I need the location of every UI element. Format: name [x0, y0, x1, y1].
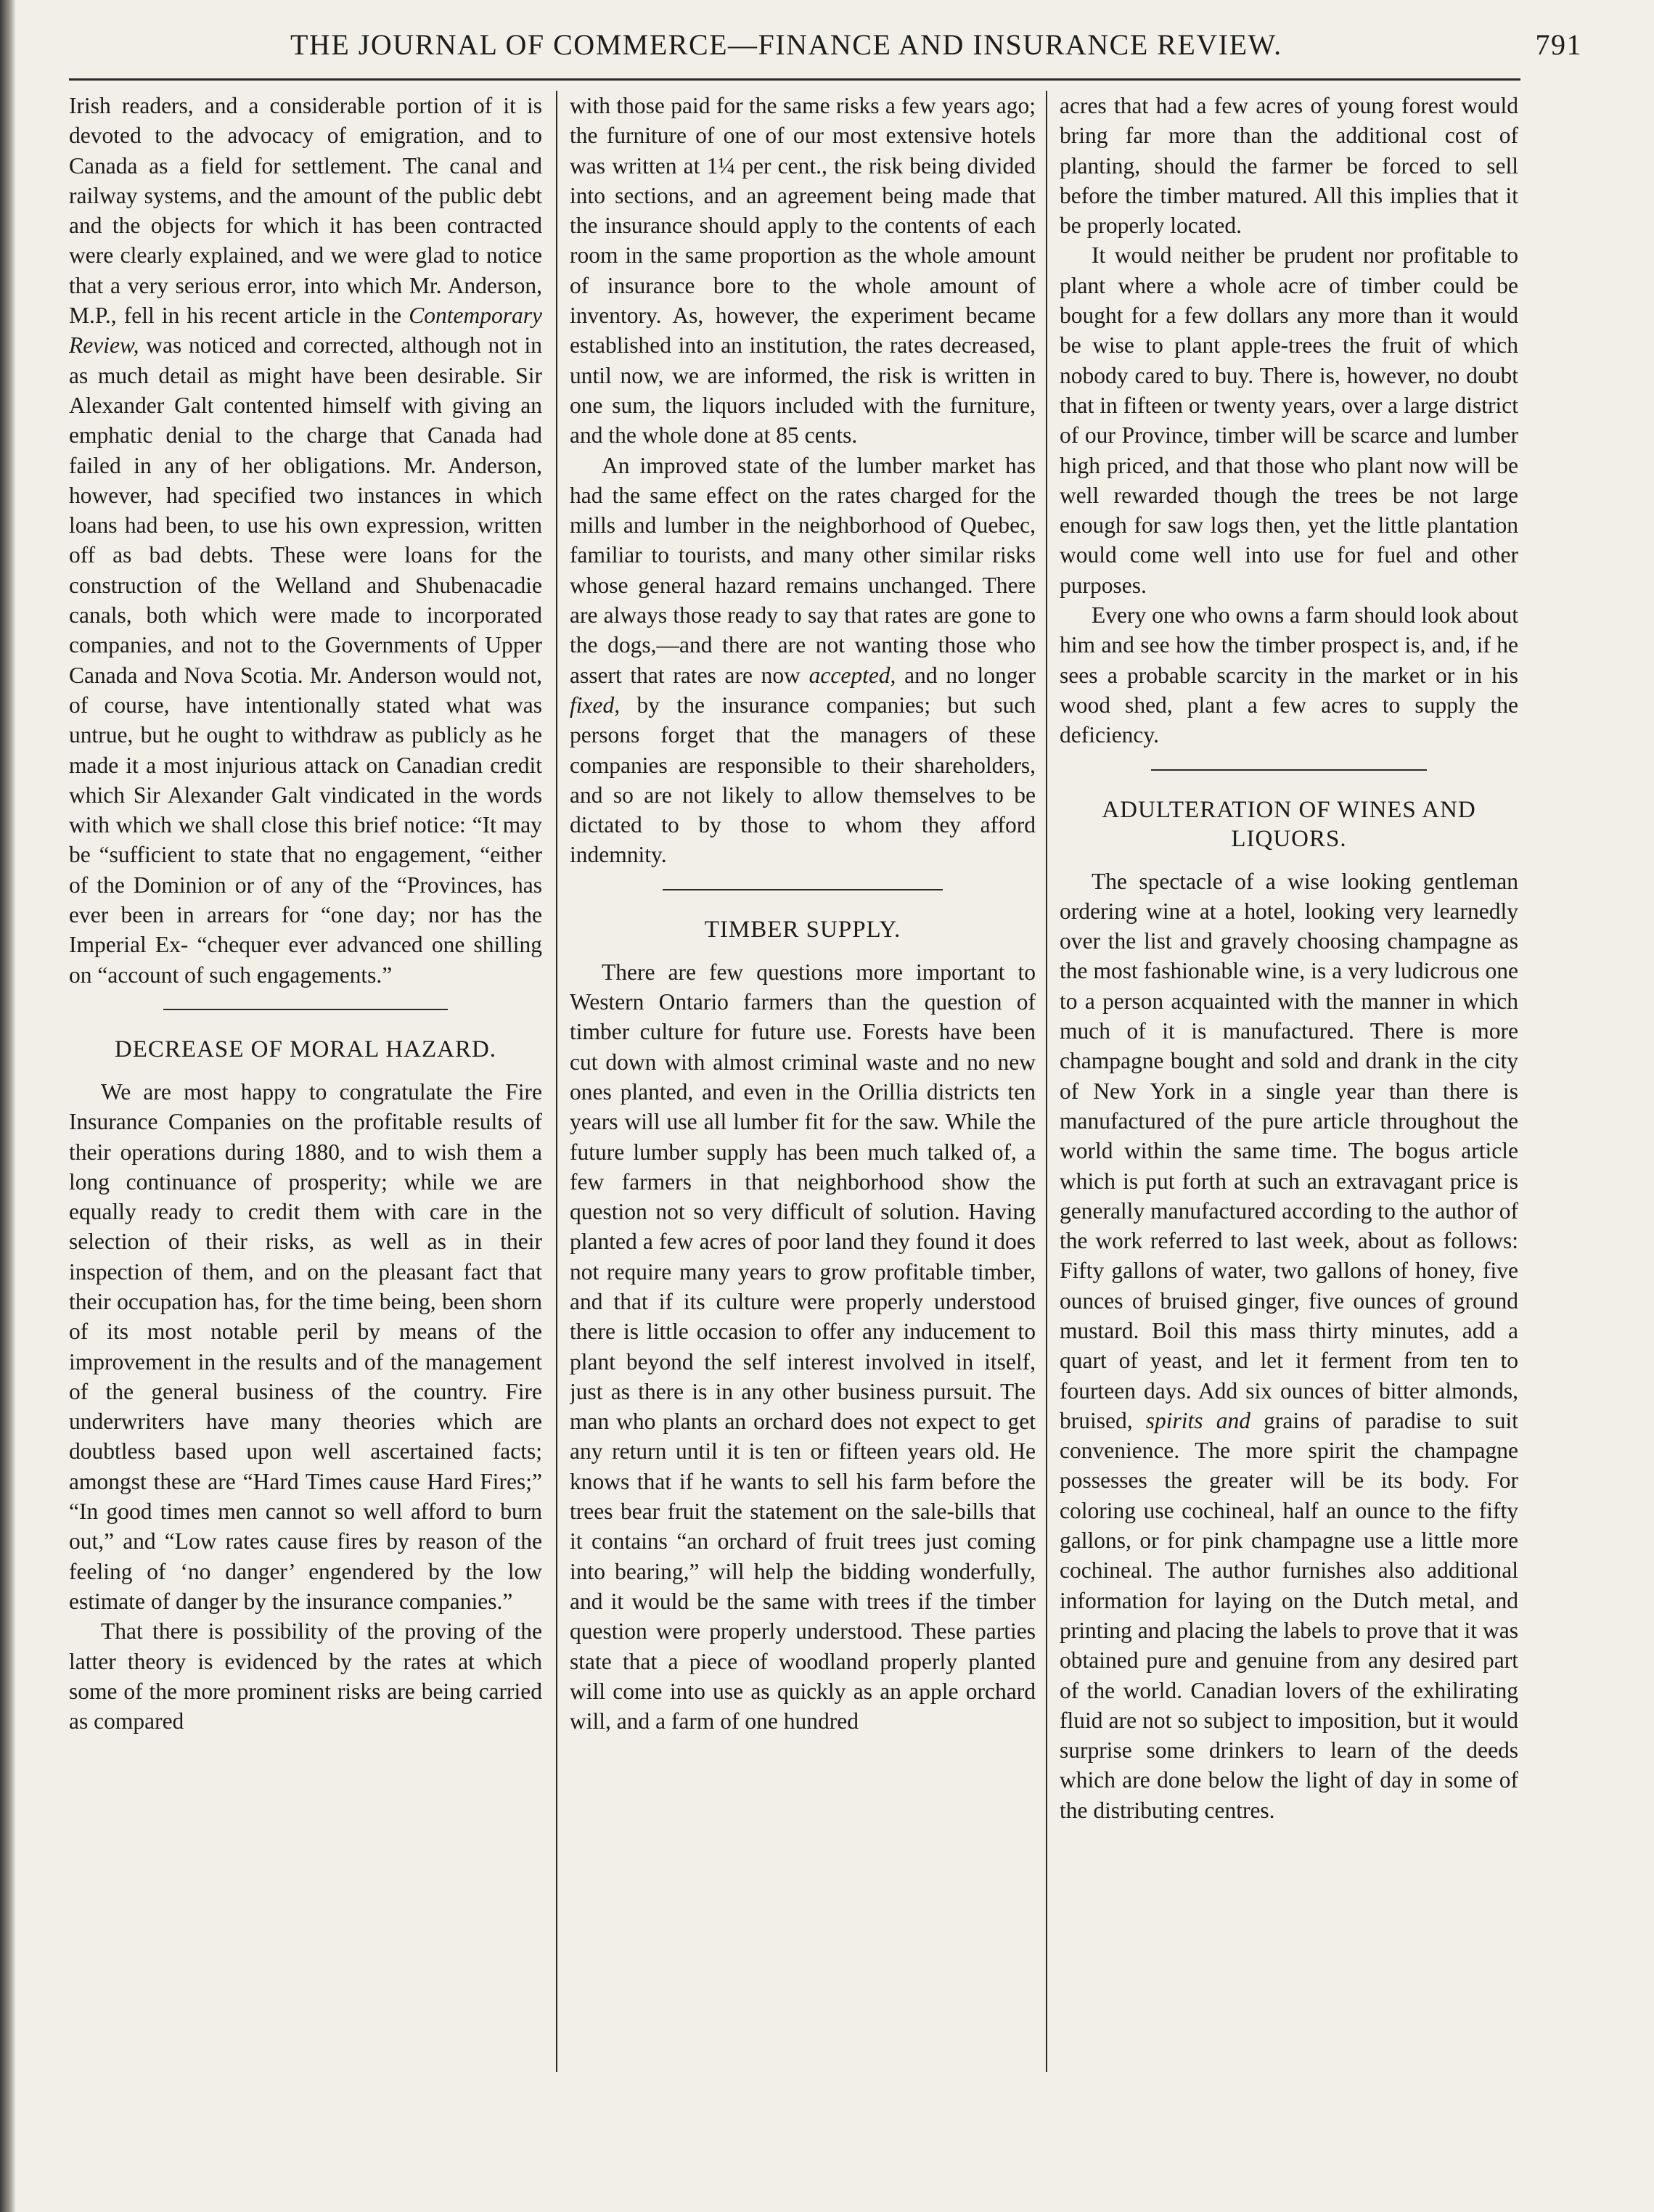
page-edge-shadow [0, 0, 16, 2212]
section-divider [163, 1009, 447, 1010]
section-heading: DECREASE OF MORAL HAZARD. [114, 1036, 497, 1062]
paragraph: acres that had a few acres of young forest would bring far more than the additional cost of planting, should the farmer be forced to sell before the timber matured. All this implies that it be properly located. [1060, 93, 1518, 239]
paragraph: There are few questions more important to Western Ontario farmers than the question of timber culture for future use. Forests have been cut down with almost criminal waste and no new ones planted, and even in the Orillia districts ten years will use all lumber fit for the saw. While the future lumber supply has been much talked of, a few farmers in that neighborhood show the question not so very difficult of solution. Having planted a few acres of poor land they found it does not require many years to grow profitable timber, and that if its culture were properly understood there is little occasion to offer any inducement to plant beyond the self interest involved in itself, just as there is in any other business pursuit. The man who plants an orchard does not expect to get any return until it is ten or fifteen years old. He knows that if he wants to sell his farm before the trees bear fruit the statement on the sale-bills that it contains “an orchard of fruit trees just coming into bearing,” will help the bidding wonderfully, and it would be the same with trees if the timber question were properly understood. These parties state that a piece of woodland properly planted will come into use as quickly as an apple orchard will, and a farm of one hundred [570, 959, 1036, 1734]
paragraph: We are most happy to congratulate the Fire Insurance Companies on the profitable results of their operations during 1880, and to wish them a long continuance of prosperity; while we are equally ready to credit them with care in the selection of their risks, as well as in their inspection of them, and on the pleasant fact that their occupation has, for the time being, been shorn of its most notable peril by means of the improvement in the results and of the management of the general business of the country. Fire underwriters have many theories which are doubtless based upon well ascertained facts; amongst these are “Hard Times cause Hard Fires;” “In good times men cannot so well afford to burn out,” and “Low rates cause fires by reason of the feeling of ‘no danger’ engendered by the low estimate of danger by the insurance companies.” [69, 1078, 542, 1614]
column-rule-2 [1046, 91, 1047, 2072]
paragraph: Irish readers, and a considerable portion of it is devoted to the advocacy of emigration, and to Canada as a field for settlement. The canal and railway systems, and the amount of the public debt and the objects for which it has been contracted were clearly explained, and we were glad to notice that a very serious error, into which Mr. Anderson, M.P., fell in his recent article in the Contemporary Review, was noticed and corrected, although not in as much detail as might have been desirable. Sir Alexander Galt contented himself with giving an emphatic denial to the charge that Canada had failed in any of her obligations. Mr. Anderson, however, had specified two instances in which loans had been, to use his own expression, written off as bad debts. These were loans for the construction of the Welland and Shubenacadie canals, both which were made to incorporated companies, and not to the Governments of Upper Canada and Nova Scotia. Mr. Anderson would not, of course, have intentionally stated what was untrue, but he ought to withdraw as publicly as he made it a most injurious attack on Canadian credit which Sir Alexander Galt vindicated in the words with which we shall close this brief notice: “It may be “sufficient to state that no engagement, “either of the Dominion or of any of the “Provinces, has ever been in arrears for “one day; nor has the Imperial Ex- “chequer ever advanced one shilling on “account of such engagements.” [69, 93, 542, 988]
paragraph: The spectacle of a wise looking gentleman ordering wine at a hotel, looking very learnedly over the list and gravely choosing champagne as the most fashionable wine, is a very ludicrous one to a person acquainted with the manner in which much of it is manufactured. There is more champagne bought and sold and drank in the city of New York in a single year than there is manufactured of the pure article throughout the world within the same time. The bogus article which is put forth at such an extravagant price is generally manufactured according to the author of the work referred to last week, about as follows: Fifty gallons of water, two gallons of honey, five ounces of bruised ginger, five ounces of ground mustard. Boil this mass thirty minutes, add a quart of yeast, and let it ferment from ten to fourteen days. Add six ounces of bitter almonds, bruised, spirits and grains of paradise to suit convenience. The more spirit the champagne possesses the greater will be its body. For coloring use cochineal, half an ounce to the fifty gallons, or for pink champagne use a little more cochineal. The author furnishes also additional information for laying on the Dutch metal, and printing and placing the labels to prove that it was obtained pure and genuine from any desired part of the world. Canadian lovers of the exhilirating fluid are not so subject to imposition, but it would surprise some drinkers to learn of the deeds which are done below the light of day in some of the distributing centres. [1060, 868, 1518, 1823]
paragraph: It would neither be prudent nor profitable to plant where a whole acre of timber could be bought for a few dollars any more than it would be wise to plant apple-trees the fruit of which nobody cared to buy. There is, however, no doubt that in fifteen or twenty years, over a large district of our Province, timber will be scarce and lumber high priced, and that those who plant now will be well rewarded though the trees be not large enough for saw logs then, yet the little plantation would come well into use for fuel and other purposes. [1060, 242, 1518, 598]
column-1 [69, 91, 542, 2181]
column-rule-1 [556, 91, 557, 2072]
paragraph: An improved state of the lumber market has had the same effect on the rates charged for the mills and lumber in the neighborhood of Quebec, familiar to tourists, and many other similar risks whose general hazard remains unchanged. There are always those ready to say that rates are gone to the dogs,—and there are not wanting those who assert that rates are now accepted, and no longer fixed, by the insurance companies; but such persons forget that the managers of these companies are responsible to their shareholders, and so are not likely to allow themselves to be dictated to by those to whom they afford indemnity. [570, 452, 1036, 868]
page-number: 791 [1535, 28, 1582, 61]
paragraph: with those paid for the same risks a few years ago; the furniture of one of our most extensive hotels was written at 1¼ per cent., the risk being divided into sections, and an agreement being made that the insurance should apply to the contents of each room in the same proportion as the whole amount of insurance bore to the whole amount of inventory. As, however, the experiment became established into an institution, the rates decreased, until now, we are informed, the risk is written in one sum, the liquors included with the furniture, and the whole done at 85 cents. [570, 93, 1036, 448]
column-2 [570, 91, 1036, 2181]
journal-title: THE JOURNAL OF COMMERCE—FINANCE AND INSURANCE REVIEW. [290, 28, 1282, 61]
page-header [290, 28, 1582, 71]
paragraph: That there is possibility of the proving of the latter theory is evidenced by the rates at which some of the more prominent risks are being carried as compared [69, 1618, 542, 1734]
column-3 [1060, 91, 1518, 2181]
section-divider [1151, 769, 1426, 771]
section-heading: TIMBER SUPPLY. [704, 916, 901, 943]
paragraph: Every one who owns a farm should look about him and see how the timber prospect is, and, if he sees a probable scarcity in the market or in his wood shed, plant a few acres to supply the deficiency. [1060, 602, 1518, 748]
section-divider [663, 889, 942, 890]
section-heading: ADULTERATION OF WINES AND LIQUORS. [1102, 796, 1476, 852]
header-rule [69, 78, 1520, 81]
